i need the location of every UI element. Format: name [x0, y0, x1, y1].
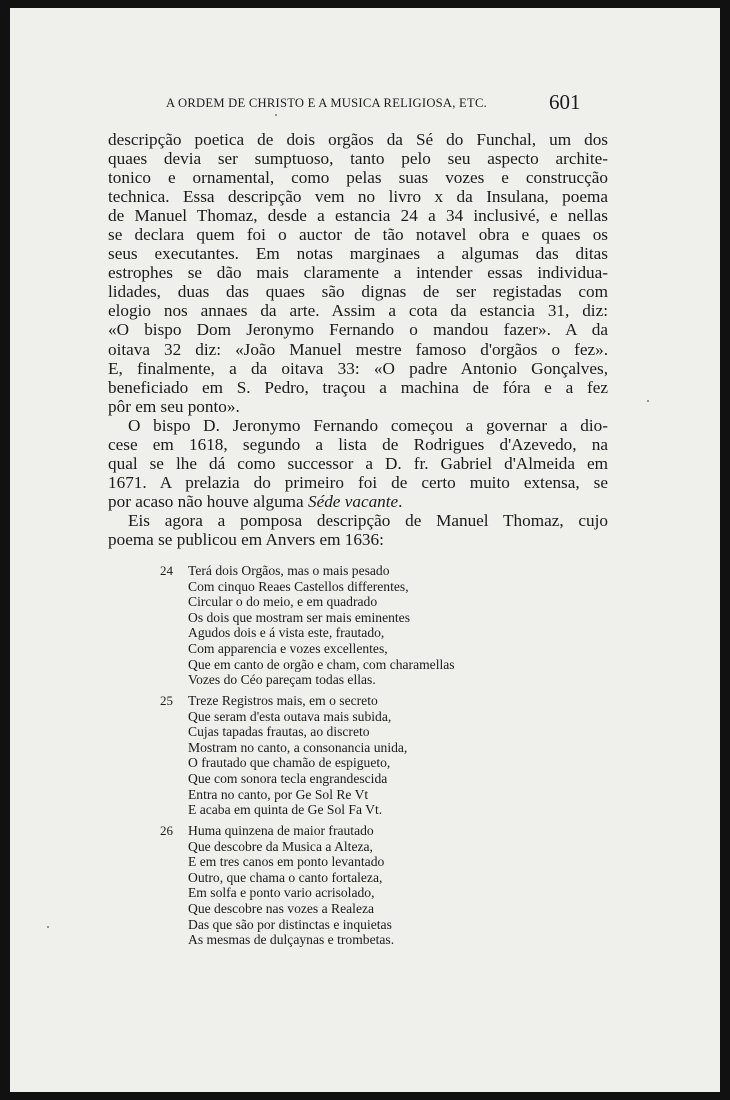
verse-line: E acaba em quinta de Ge Sol Fa Vt. — [188, 802, 383, 818]
verse-line: Vozes do Céo pareçam todas ellas. — [188, 672, 376, 688]
text-line: qual se lhe dá como successor a D. fr. Gabriel d'Almeida em — [108, 453, 608, 473]
text-line: descripção poetica de dois orgãos da Sé do Funchal, um dos — [108, 130, 608, 149]
verse-line: Que descobre nas vozes a Realeza — [188, 900, 375, 916]
page-number: 601 — [549, 90, 581, 114]
paragraph-bishop — [108, 416, 608, 511]
book-page — [10, 8, 720, 1092]
text-line: tonico e ornamental, como pelas suas vozes e construcção — [108, 168, 608, 188]
verse-line: O frautado que chamão de espigueto, — [188, 755, 391, 771]
verse-line: Treze Registros mais, em o secreto — [188, 693, 378, 708]
text-line: «O bispo Dom Jeronymo Fernando o mandou fazer». A da — [108, 320, 608, 340]
stanza-number: 26 — [160, 823, 173, 838]
paragraph-poem-intro — [108, 511, 608, 549]
text-line: poema se publicou em Anvers em 1636: — [108, 529, 384, 549]
text-line-with-italic: por acaso não houve alguma Séde vacante. — [108, 491, 403, 511]
running-title: A ORDEM DE CHRISTO E A MUSICA RELIGIOSA, ETC. — [166, 96, 487, 110]
text-line: technica. Essa descripção vem no livro x da Insulana, poema — [108, 187, 608, 207]
verse-line: Que descobre da Musica a Alteza, — [188, 838, 373, 854]
stanza-verse — [188, 563, 455, 688]
verse-line: Circular o do meio, e em quadrado — [188, 594, 378, 610]
text-line: seus executantes. Em notas marginaes a algumas das ditas — [108, 244, 608, 264]
text-line: se declara quem foi o auctor de tão notavel obra e quaes os — [108, 225, 608, 245]
text-line: E, finalmente, a da oitava 33: «O padre Antonio Gonçalves, — [108, 358, 608, 378]
verse-line: Outro, que chama o canto fortaleza, — [188, 869, 383, 885]
stanza-verse — [188, 823, 394, 948]
stanza-verse — [188, 693, 407, 818]
paper-speck — [647, 400, 649, 402]
text-line: pôr em seu ponto». — [108, 396, 240, 416]
verse-line: Os dois que mostram ser mais eminentes — [188, 609, 410, 625]
paper-speck — [275, 114, 277, 116]
text-line: estrophes se dão mais claramente a intender essas individua- — [108, 263, 608, 283]
verse-line: E em tres canos em ponto levantado — [188, 854, 385, 870]
text-line: Eis agora a pomposa descripção de Manuel Thomaz, cujo — [128, 510, 608, 530]
text-line: elogio nos annaes da arte. Assim a cota da estancia 31, diz: — [108, 301, 608, 321]
verse-line: Que seram d'esta outava mais subida, — [188, 708, 392, 724]
verse-line: Agudos dois e á vista este, frautado, — [188, 625, 385, 641]
paper-speck — [47, 926, 49, 928]
verse-line: Que em canto de orgão e cham, com charamellas — [188, 656, 455, 672]
verse-line: Cujas tapadas frautas, ao discreto — [188, 724, 370, 740]
stanza-number: 25 — [160, 693, 173, 708]
verse-line: As mesmas de dulçaynas e trombetas. — [188, 932, 395, 948]
verse-line: Das que são por distinctas e inquietas — [188, 916, 392, 932]
text-line: quaes devia ser sumptuoso, tanto pelo seu aspecto archite- — [108, 149, 608, 169]
verse-line: Com apparencia e vozes excellentes, — [188, 640, 388, 656]
page-header — [10, 92, 720, 116]
text-line: lidades, duas das quaes são dignas de ser registadas com — [108, 282, 608, 302]
italic-term: Séde vacante — [307, 491, 399, 511]
text-line: oitava 32 diz: «João Manuel mestre famoso d'orgãos o fez». — [108, 339, 608, 359]
text-line: cese em 1618, segundo a lista de Rodrigues d'Azevedo, na — [108, 434, 608, 454]
verse-line: Em solfa e ponto vario acrisolado, — [188, 885, 375, 901]
verse-line: Entra no canto, por Ge Sol Re Vt — [188, 786, 369, 802]
stanza-number: 24 — [160, 563, 173, 578]
verse-line: Que com sonora tecla engrandescida — [188, 770, 388, 786]
paragraph-organ-description — [108, 130, 608, 416]
body-text — [108, 130, 608, 549]
verse-line: Mostram no canto, a consonancia unida, — [188, 739, 408, 755]
text-line: O bispo D. Jeronymo Fernando começou a governar a dio- — [128, 415, 608, 435]
verse-line: Terá dois Orgãos, mas o mais pesado — [188, 563, 390, 578]
text-line: 1671. A prelazia do primeiro foi de certo muito extensa, se — [108, 472, 608, 492]
text-line: beneficiado em S. Pedro, traçou a machina de fóra e a fez — [108, 377, 608, 397]
text-line: de Manuel Thomaz, desde a estancia 24 a 34 inclusivé, e nellas — [108, 206, 608, 226]
verse-line: Com cinquo Reaes Castellos differentes, — [188, 578, 409, 594]
verse-line: Huma quinzena de maior frautado — [188, 823, 374, 838]
